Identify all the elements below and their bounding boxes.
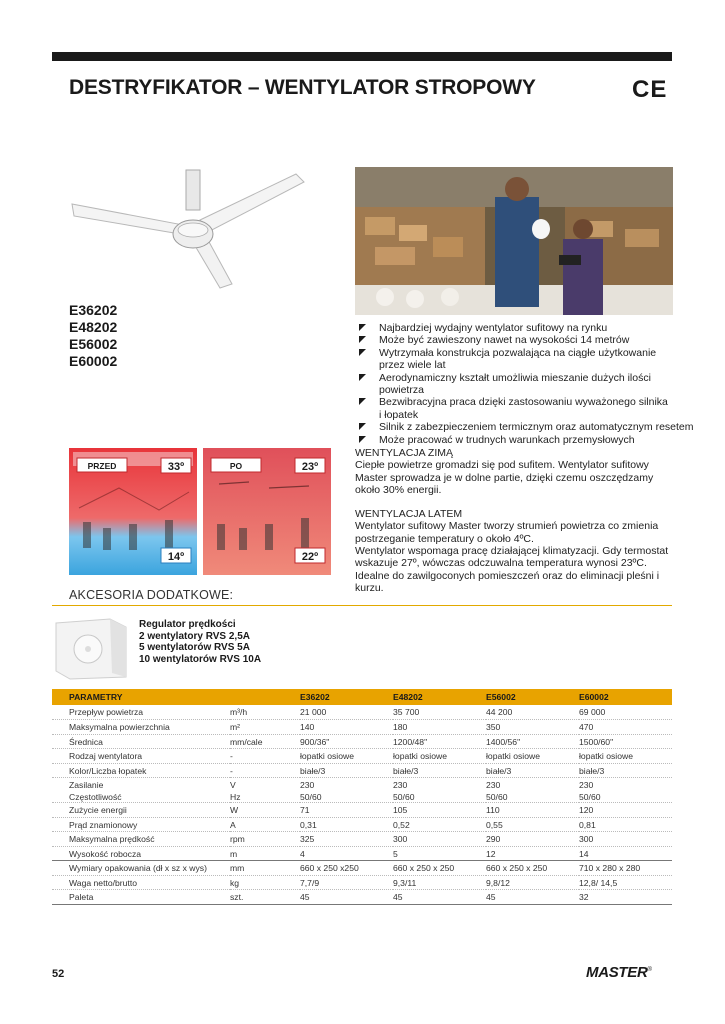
table-cell: 50/60 — [579, 792, 601, 802]
table-cell: W — [230, 805, 239, 815]
ceiling-fan-image — [68, 162, 308, 292]
table-cell: 1200/48" — [393, 736, 428, 747]
table-cell: 12 — [486, 848, 496, 859]
feature-list — [357, 322, 697, 446]
warehouse-photo — [355, 167, 673, 315]
table-cell: 44 200 — [486, 707, 513, 717]
table-cell: Hz — [230, 792, 241, 802]
header-cell: PARAMETRY — [52, 689, 230, 705]
table-cell: 230 — [393, 780, 408, 790]
winter-text-line: około 30% energii. — [355, 483, 442, 496]
table-row — [52, 803, 672, 818]
table-cell: 45 — [393, 892, 403, 902]
feature-item-continued: i łopatek — [379, 408, 419, 421]
before-label: PRZED — [87, 461, 117, 471]
accessories-text — [139, 619, 261, 665]
summer-heading: WENTYLACJA LATEM — [355, 508, 463, 521]
table-cell: 230 — [579, 780, 594, 790]
feature-item: Może być zawieszony nawet na wysokości 14 metrów — [357, 334, 697, 346]
table-cell: łopatki osiowe — [393, 751, 447, 761]
table-cell: 180 — [393, 722, 408, 732]
table-cell: V — [230, 780, 236, 790]
table-cell: m — [230, 848, 238, 859]
spec-table-header — [52, 689, 672, 705]
header-cell — [230, 689, 300, 705]
header-cell: E60002 — [579, 689, 672, 705]
table-cell: 4 — [300, 848, 305, 859]
page-number: 52 — [52, 968, 65, 980]
summer-text-line: Wentylator sufitowy Master tworzy strumień powietrza co zmienia — [355, 520, 659, 533]
winter-heading: WENTYLACJA ZIMĄ — [355, 447, 454, 459]
table-cell: 5 — [393, 848, 398, 859]
table-cell: 14 — [579, 848, 589, 859]
table-cell: białe/3 — [393, 765, 419, 776]
summer-text-line: Wentylator wspomaga pracę działającej klimatyzacji. Gdy termostat — [355, 545, 669, 558]
accessories-heading: AKCESORIA DODATKOWE: — [69, 588, 234, 602]
table-cell: 660 x 250 x 250 — [486, 863, 548, 873]
table-cell: 0,55 — [486, 819, 503, 830]
table-cell: 350 — [486, 722, 501, 732]
accessory-line: 5 wentylatorów RVS 5A — [139, 642, 250, 653]
accessory-line: 2 wentylatory RVS 2,5A — [139, 630, 250, 642]
table-row — [52, 749, 672, 764]
model-name: E48202 — [69, 319, 118, 335]
table-cell: 325 — [300, 834, 315, 844]
table-cell: Kolor/Liczba łopatek — [69, 765, 147, 776]
table-cell: Prąd znamionowy — [69, 819, 138, 830]
table-cell: 140 — [300, 722, 315, 732]
table-cell: 50/60 — [486, 792, 508, 802]
table-cell: Rodzaj wentylatora — [69, 751, 143, 761]
after-label: PO — [229, 461, 243, 471]
table-cell: 0,81 — [579, 819, 596, 830]
ventilation-description — [355, 447, 685, 594]
table-cell: białe/3 — [486, 765, 512, 776]
table-cell: 21 000 — [300, 707, 327, 717]
table-cell: 12,8/ 14,5 — [579, 877, 618, 888]
after-top-temperature: 23º — [301, 461, 319, 473]
table-cell: 50/60 — [393, 792, 415, 802]
table-cell: 1500/60" — [579, 736, 614, 747]
table-row — [52, 763, 672, 778]
table-cell: łopatki osiowe — [486, 751, 540, 761]
table-cell: Zasilanie — [69, 780, 104, 790]
top-bar — [52, 52, 672, 61]
table-row — [52, 846, 672, 861]
table-row — [52, 875, 672, 890]
feature-item-continued: przez wiele lat — [379, 359, 446, 372]
bullet-icon — [359, 423, 366, 430]
table-cell: 35 700 — [393, 707, 420, 717]
table-cell: 9,8/12 — [486, 877, 510, 888]
table-cell: A — [230, 819, 236, 830]
table-cell: Waga netto/brutto — [69, 877, 137, 888]
table-cell: łopatki osiowe — [300, 751, 354, 761]
table-cell: łopatki osiowe — [579, 751, 633, 761]
table-cell: 69 000 — [579, 707, 606, 717]
table-row — [52, 778, 672, 791]
table-cell: Przepływ powietrza — [69, 707, 144, 717]
table-cell: kg — [230, 877, 240, 888]
accessory-line: Regulator prędkości — [139, 619, 236, 630]
table-cell: - — [230, 765, 233, 776]
table-cell: 1400/56" — [486, 736, 521, 747]
bullet-icon — [359, 324, 366, 331]
accessory-line: 10 wentylatorów RVS 10A — [139, 653, 262, 665]
before-top-temperature: 33º — [167, 461, 185, 473]
feature-item: Może pracować w trudnych warunkach przemysłowych — [357, 434, 697, 446]
table-cell: szt. — [230, 892, 244, 902]
table-cell: 900/36" — [300, 736, 330, 747]
table-row — [52, 705, 672, 720]
temperature-comparison-illustration — [69, 448, 331, 575]
table-cell: rpm — [230, 834, 245, 844]
header-cell: E36202 — [300, 689, 393, 705]
bullet-icon — [359, 398, 366, 405]
table-cell: Średnica — [69, 736, 103, 747]
header-cell: E56002 — [486, 689, 579, 705]
table-cell: 300 — [579, 834, 594, 844]
summer-text-line: Idealne do zawilgoconych pomieszczeń oraz do eliminacji pleśni i kurzu. — [355, 569, 660, 594]
model-name: E56002 — [69, 336, 118, 352]
summer-text-line: postrzeganie temperatury o około 4ºC. — [355, 532, 534, 545]
table-cell: 660 x 250 x 250 — [393, 863, 455, 873]
after-bottom-temperature: 22º — [301, 551, 319, 563]
table-cell: Maksymalna powierzchnia — [69, 722, 170, 732]
accessories-divider — [52, 605, 672, 606]
table-row — [52, 890, 672, 905]
table-cell: 110 — [486, 805, 500, 815]
table-row — [52, 832, 672, 847]
table-cell: 50/60 — [300, 792, 322, 802]
before-bottom-temperature: 14º — [167, 551, 185, 563]
bullet-icon — [359, 374, 366, 381]
table-cell: 45 — [300, 892, 310, 902]
table-cell: 0,52 — [393, 819, 410, 830]
table-cell: Wysokość robocza — [69, 848, 142, 859]
table-cell: Wymiary opakowania (dł x sz x wys) — [69, 863, 207, 873]
page-title: DESTRYFIKATOR – WENTYLATOR STROPOWY — [69, 76, 536, 99]
table-cell: 470 — [579, 722, 594, 732]
feature-item: Wytrzymała konstrukcja pozwalająca na ciągłe użytkowanie — [357, 347, 697, 359]
table-cell: białe/3 — [579, 765, 605, 776]
bullet-icon — [359, 436, 366, 443]
table-row — [52, 817, 672, 832]
table-cell: - — [230, 751, 233, 761]
table-cell: białe/3 — [300, 765, 326, 776]
header-cell: E48202 — [393, 689, 486, 705]
after-panel — [203, 448, 331, 575]
table-cell: 290 — [486, 834, 501, 844]
table-cell: 7,7/9 — [300, 877, 320, 888]
summer-text-line: wskazuje 27º, wówczas odczuwalna temperatura wynosi 23ºC. — [355, 557, 647, 570]
table-row — [52, 734, 672, 749]
table-cell: 120 — [579, 805, 594, 815]
table-cell: 32 — [579, 892, 589, 902]
model-name: E60002 — [69, 353, 118, 369]
table-cell: 300 — [393, 834, 408, 844]
bullet-icon — [359, 336, 366, 343]
winter-text-line: Master sprowadza je w dolne partie, dzięki czemu oszczędzamy — [355, 471, 654, 484]
feature-item: Silnik z zabezpieczeniem termicznym oraz automatycznym resetem — [357, 421, 697, 433]
ce-mark: CE — [632, 76, 668, 103]
table-cell: m³/h — [230, 707, 248, 717]
table-cell: 9,3/11 — [393, 877, 417, 888]
table-cell: Zużycie energii — [69, 805, 127, 815]
before-panel — [69, 448, 197, 575]
table-cell: mm/cale — [230, 736, 263, 747]
table-cell: mm — [230, 863, 245, 873]
table-cell: Paleta — [69, 892, 94, 902]
spec-table — [52, 689, 672, 905]
bullet-icon — [359, 349, 366, 356]
model-list — [69, 302, 117, 370]
speed-regulator-image — [52, 615, 130, 681]
table-row — [52, 861, 672, 876]
table-cell: Częstotliwość — [69, 792, 122, 802]
table-cell: 45 — [486, 892, 496, 902]
master-logo: MASTER® — [586, 964, 652, 981]
table-cell: 660 x 250 x250 — [300, 863, 359, 873]
table-cell: 71 — [300, 805, 310, 815]
feature-item: Najbardziej wydajny wentylator sufitowy na rynku — [357, 322, 697, 334]
table-cell: 230 — [486, 780, 501, 790]
table-cell: 0,31 — [300, 819, 317, 830]
winter-text-line: Ciepłe powietrze gromadzi się pod sufitem. Wentylator sufitowy — [355, 459, 649, 472]
table-cell: 230 — [300, 780, 315, 790]
model-name: E36202 — [69, 302, 118, 318]
table-row — [52, 790, 672, 803]
feature-item: Bezwibracyjna praca dzięki zastosowaniu wyważonego silnika — [357, 396, 697, 408]
table-cell: 710 x 280 x 280 — [579, 863, 641, 873]
table-cell: m² — [230, 722, 241, 732]
table-cell: 105 — [393, 805, 408, 815]
table-cell: Maksymalna prędkość — [69, 834, 155, 844]
table-row — [52, 720, 672, 735]
feature-item: Aerodynamiczny kształt umożliwia mieszanie dużych ilości powietrza — [357, 372, 697, 397]
